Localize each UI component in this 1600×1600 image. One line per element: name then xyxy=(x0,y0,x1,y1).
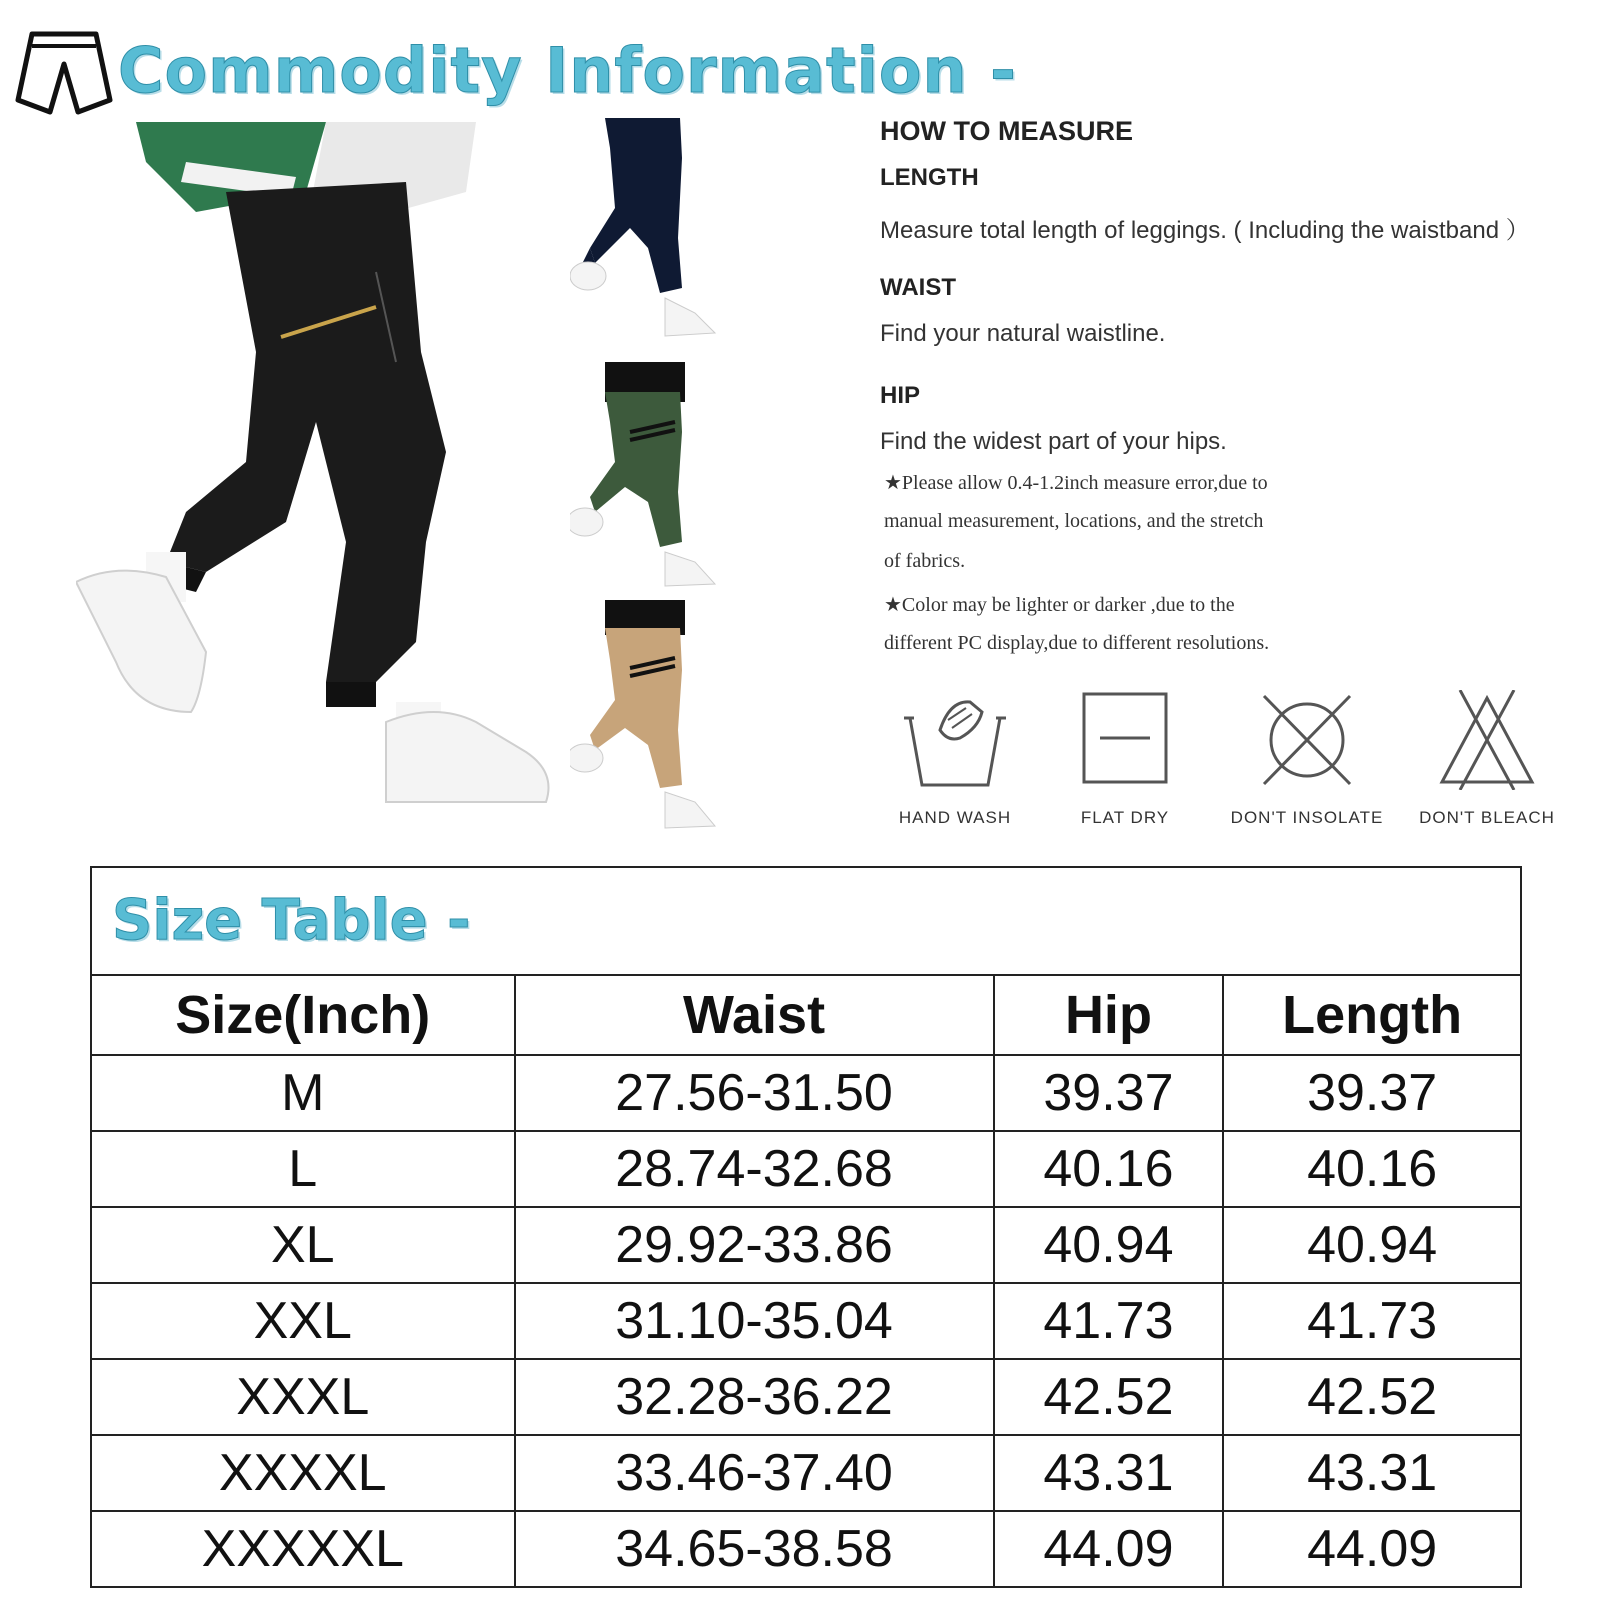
care-label: DON'T INSOLATE xyxy=(1230,808,1384,827)
flat-dry-icon xyxy=(1070,690,1180,790)
cell-waist: 27.56-31.50 xyxy=(515,1055,994,1131)
cell-length: 42.52 xyxy=(1223,1359,1521,1435)
product-photo-green-joggers xyxy=(570,362,740,590)
cell-hip: 43.31 xyxy=(994,1435,1224,1511)
note-line: ★Color may be lighter or darker ,due to the xyxy=(884,594,1235,616)
cell-size: L xyxy=(91,1131,515,1207)
waist-label: WAIST xyxy=(880,274,956,301)
note-line: of fabrics. xyxy=(884,550,966,572)
cell-length: 41.73 xyxy=(1223,1283,1521,1359)
product-photo-black-joggers xyxy=(76,122,586,822)
hip-text: Find the widest part of your hips. xyxy=(880,428,1227,455)
care-hand-wash xyxy=(870,690,1040,828)
cell-size: XL xyxy=(91,1207,515,1283)
care-label: HAND WASH xyxy=(898,808,1012,827)
header-size: Size(Inch) xyxy=(91,975,515,1055)
cell-length: 40.94 xyxy=(1223,1207,1521,1283)
cell-waist: 32.28-36.22 xyxy=(515,1359,994,1435)
table-row xyxy=(91,1511,1521,1587)
cell-waist: 29.92-33.86 xyxy=(515,1207,994,1283)
care-label: FLAT DRY xyxy=(1080,808,1170,827)
cell-hip: 39.37 xyxy=(994,1055,1224,1131)
waist-text: Find your natural waistline. xyxy=(880,320,1166,347)
care-flat-dry xyxy=(1040,690,1210,828)
care-label: DON'T BLEACH xyxy=(1419,808,1555,827)
care-dont-insolate xyxy=(1222,690,1392,828)
table-row xyxy=(91,1207,1521,1283)
hip-label: HIP xyxy=(880,382,921,409)
table-row xyxy=(91,1283,1521,1359)
cell-length: 43.31 xyxy=(1223,1435,1521,1511)
cell-hip: 42.52 xyxy=(994,1359,1224,1435)
cell-hip: 41.73 xyxy=(994,1283,1224,1359)
cell-waist: 28.74-32.68 xyxy=(515,1131,994,1207)
cell-size: XXXXXL xyxy=(91,1511,515,1587)
guide-heading: HOW TO MEASURE xyxy=(880,116,1134,146)
header-hip: Hip xyxy=(994,975,1224,1055)
cell-size: M xyxy=(91,1055,515,1131)
hand-wash-icon xyxy=(900,690,1010,790)
cell-length: 44.09 xyxy=(1223,1511,1521,1587)
cell-size: XXL xyxy=(91,1283,515,1359)
product-photo-navy-joggers xyxy=(570,118,740,346)
size-table xyxy=(90,974,1522,1588)
care-dont-bleach xyxy=(1402,690,1572,828)
cell-waist: 31.10-35.04 xyxy=(515,1283,994,1359)
dont-bleach-icon xyxy=(1432,690,1542,790)
note-line: ★Please allow 0.4-1.2inch measure error,due to xyxy=(884,472,1268,494)
cell-hip: 44.09 xyxy=(994,1511,1224,1587)
cell-length: 40.16 xyxy=(1223,1131,1521,1207)
length-label: LENGTH xyxy=(880,164,979,191)
size-table-title: Size Table - xyxy=(112,888,471,953)
table-row xyxy=(91,1435,1521,1511)
cell-waist: 33.46-37.40 xyxy=(515,1435,994,1511)
table-row xyxy=(91,1055,1521,1131)
note-line: manual measurement, locations, and the stretch xyxy=(884,510,1264,532)
table-row xyxy=(91,1359,1521,1435)
note-line: different PC display,due to different resolutions. xyxy=(884,632,1270,654)
cell-hip: 40.16 xyxy=(994,1131,1224,1207)
cell-hip: 40.94 xyxy=(994,1207,1224,1283)
table-row xyxy=(91,1131,1521,1207)
page-title: Commodity Information - xyxy=(118,34,1017,107)
table-header-row xyxy=(91,975,1521,1055)
dont-insolate-icon xyxy=(1252,690,1362,790)
cell-length: 39.37 xyxy=(1223,1055,1521,1131)
header-length: Length xyxy=(1223,975,1521,1055)
cell-size: XXXXL xyxy=(91,1435,515,1511)
header-waist: Waist xyxy=(515,975,994,1055)
product-photo-khaki-joggers xyxy=(570,600,740,832)
length-text: Measure total length of leggings. ( Including the waistband ） xyxy=(880,217,1530,244)
size-table-panel xyxy=(90,866,1522,1588)
cell-size: XXXL xyxy=(91,1359,515,1435)
cell-waist: 34.65-38.58 xyxy=(515,1511,994,1587)
shorts-icon xyxy=(14,30,114,120)
